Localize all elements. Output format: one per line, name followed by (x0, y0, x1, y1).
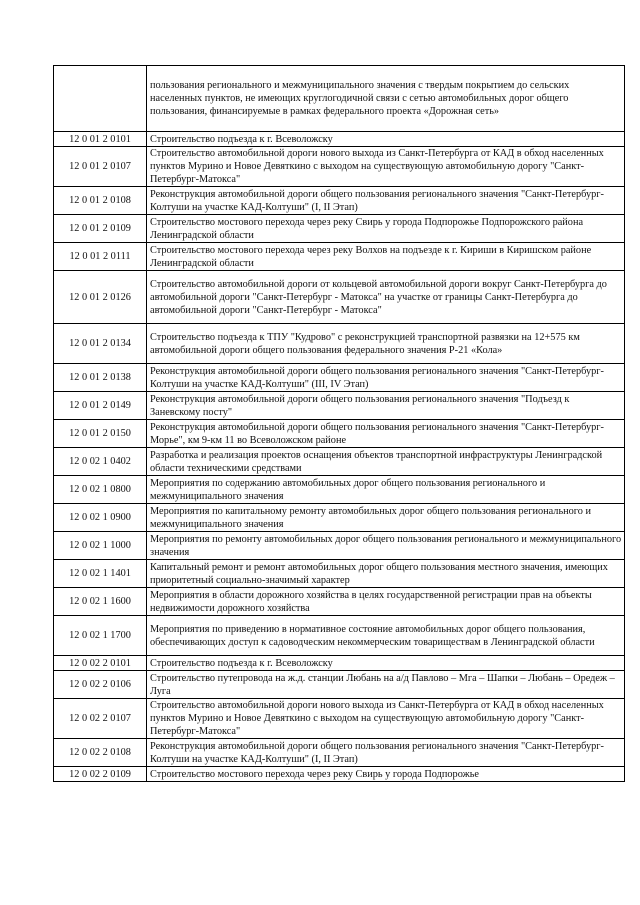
budget-code-cell: 12 0 02 1 0900 (54, 504, 147, 532)
table-row (54, 767, 625, 782)
table-row (54, 324, 625, 364)
table-row (54, 392, 625, 420)
budget-code-cell: 12 0 01 2 0138 (54, 364, 147, 392)
table-row (54, 699, 625, 739)
expense-description-cell: Реконструкция автомобильной дороги общего пользования регионального значения "Санкт-Петербург-Колтуши на участке КАД-Колтуши" (I, II Этап) (147, 187, 625, 215)
budget-code-cell: 12 0 01 2 0109 (54, 215, 147, 243)
expense-description-cell: Реконструкция автомобильной дороги общего пользования регионального значения "Санкт-Петербург-Колтуши на участке КАД-Колтуши" (III, IV Этап) (147, 364, 625, 392)
table-body (54, 66, 625, 782)
budget-code-cell: 12 0 01 2 0108 (54, 187, 147, 215)
expense-description-cell: пользования регионального и межмуниципального значения с твердым покрытием до сельских населенных пунктов, не имеющих круглогодичной связи с сетью автомобильных дорог общего пользования, финансируемые в рамках федерального проекта «Дорожная сеть» (147, 66, 625, 132)
budget-code-cell: 12 0 02 2 0109 (54, 767, 147, 782)
budget-code-cell: 12 0 01 2 0149 (54, 392, 147, 420)
table-row (54, 476, 625, 504)
table-row (54, 147, 625, 187)
budget-code-cell: 12 0 02 1 0402 (54, 448, 147, 476)
budget-code-cell: 12 0 01 2 0134 (54, 324, 147, 364)
expense-description-cell: Строительство автомобильной дороги от кольцевой автомобильной дороги вокруг Санкт-Петербурга до автомобильной дороги "Санкт-Петербург - Матокса" на участке от границы Санкт-Петербурга до автомобильной дороги "Санкт-Петербург - Матокса" (147, 271, 625, 324)
expense-description-cell: Строительство мостового перехода через реку Свирь у города Подпорожье (147, 767, 625, 782)
expense-description-cell: Мероприятия в области дорожного хозяйства в целях государственной регистрации прав на объекты недвижимости дорожного хозяйства (147, 588, 625, 616)
expense-description-cell: Строительство мостового перехода через реку Волхов на подъезде к г. Кириши в Киришском районе Ленинградской области (147, 243, 625, 271)
table-row (54, 739, 625, 767)
budget-code-cell: 12 0 01 2 0111 (54, 243, 147, 271)
table-row (54, 187, 625, 215)
table-row (54, 504, 625, 532)
budget-code-cell: 12 0 02 2 0108 (54, 739, 147, 767)
table-row (54, 616, 625, 656)
expense-description-cell: Строительство подъезда к г. Всеволожску (147, 656, 625, 671)
expense-description-cell: Строительство подъезда к ТПУ "Кудрово" с реконструкцией транспортной развязки на 12+575 км автомобильной дороги общего пользования федерального значения Р-21 «Кола» (147, 324, 625, 364)
expense-description-cell: Реконструкция автомобильной дороги общего пользования регионального значения "Подъезд к Заневскому посту" (147, 392, 625, 420)
expense-description-cell: Строительство мостового перехода через реку Свирь у города Подпорожье Подпорожского района Ленинградской области (147, 215, 625, 243)
table-row (54, 215, 625, 243)
budget-code-cell: 12 0 02 2 0107 (54, 699, 147, 739)
table-row (54, 656, 625, 671)
table-row (54, 448, 625, 476)
expense-description-cell: Строительство автомобильной дороги нового выхода из Санкт-Петербурга от КАД в обход населенных пунктов Мурино и Новое Девяткино с выходом на существующую автомобильную дорогу "Санкт-Петербург-Матокса" (147, 699, 625, 739)
budget-code-cell: 12 0 02 1 0800 (54, 476, 147, 504)
expense-description-cell: Капитальный ремонт и ремонт автомобильных дорог общего пользования местного значения, имеющих приоритетный социально-значимый характер (147, 560, 625, 588)
expense-description-cell: Строительство путепровода на ж.д. станции Любань на а/д Павлово – Мга – Шапки – Любань – Оредеж – Луга (147, 671, 625, 699)
expense-description-cell: Мероприятия по содержанию автомобильных дорог общего пользования регионального и межмуниципального значения (147, 476, 625, 504)
budget-code-cell (54, 66, 147, 132)
budget-code-cell: 12 0 02 1 1401 (54, 560, 147, 588)
budget-code-cell: 12 0 01 2 0107 (54, 147, 147, 187)
budget-code-cell: 12 0 01 2 0101 (54, 132, 147, 147)
budget-code-cell: 12 0 01 2 0126 (54, 271, 147, 324)
table-row (54, 588, 625, 616)
expense-description-cell: Реконструкция автомобильной дороги общего пользования регионального значения "Санкт-Петербург-Морье", км 9-км 11 во Всеволожском районе (147, 420, 625, 448)
table-row (54, 271, 625, 324)
budget-code-cell: 12 0 02 2 0106 (54, 671, 147, 699)
table-row (54, 132, 625, 147)
table-row (54, 560, 625, 588)
expense-description-cell: Мероприятия по ремонту автомобильных дорог общего пользования регионального и межмуниципального значения (147, 532, 625, 560)
expense-description-cell: Разработка и реализация проектов оснащения объектов транспортной инфраструктуры Ленинградской области техническими средствами (147, 448, 625, 476)
table-row (54, 364, 625, 392)
budget-classification-table (53, 65, 625, 782)
budget-code-cell: 12 0 01 2 0150 (54, 420, 147, 448)
budget-code-cell: 12 0 02 1 1600 (54, 588, 147, 616)
table-row (54, 66, 625, 132)
table-row (54, 243, 625, 271)
table-row (54, 671, 625, 699)
table-row (54, 420, 625, 448)
expense-description-cell: Реконструкция автомобильной дороги общего пользования регионального значения "Санкт-Петербург-Колтуши на участке КАД-Колтуши" (I, II Этап) (147, 739, 625, 767)
table-row (54, 532, 625, 560)
budget-code-cell: 12 0 02 1 1700 (54, 616, 147, 656)
expense-description-cell: Мероприятия по приведению в нормативное состояние автомобильных дорог общего пользования, обеспечивающих доступ к садоводческим некоммерческим товариществам в Ленинградской области (147, 616, 625, 656)
expense-description-cell: Мероприятия по капитальному ремонту автомобильных дорог общего пользования регионального и межмуниципального значения (147, 504, 625, 532)
expense-description-cell: Строительство автомобильной дороги нового выхода из Санкт-Петербурга от КАД в обход населенных пунктов Мурино и Новое Девяткино с выходом на существующую автомобильную дорогу "Санкт-Петербург-Матокса" (147, 147, 625, 187)
expense-description-cell: Строительство подъезда к г. Всеволожску (147, 132, 625, 147)
budget-code-cell: 12 0 02 2 0101 (54, 656, 147, 671)
budget-code-cell: 12 0 02 1 1000 (54, 532, 147, 560)
